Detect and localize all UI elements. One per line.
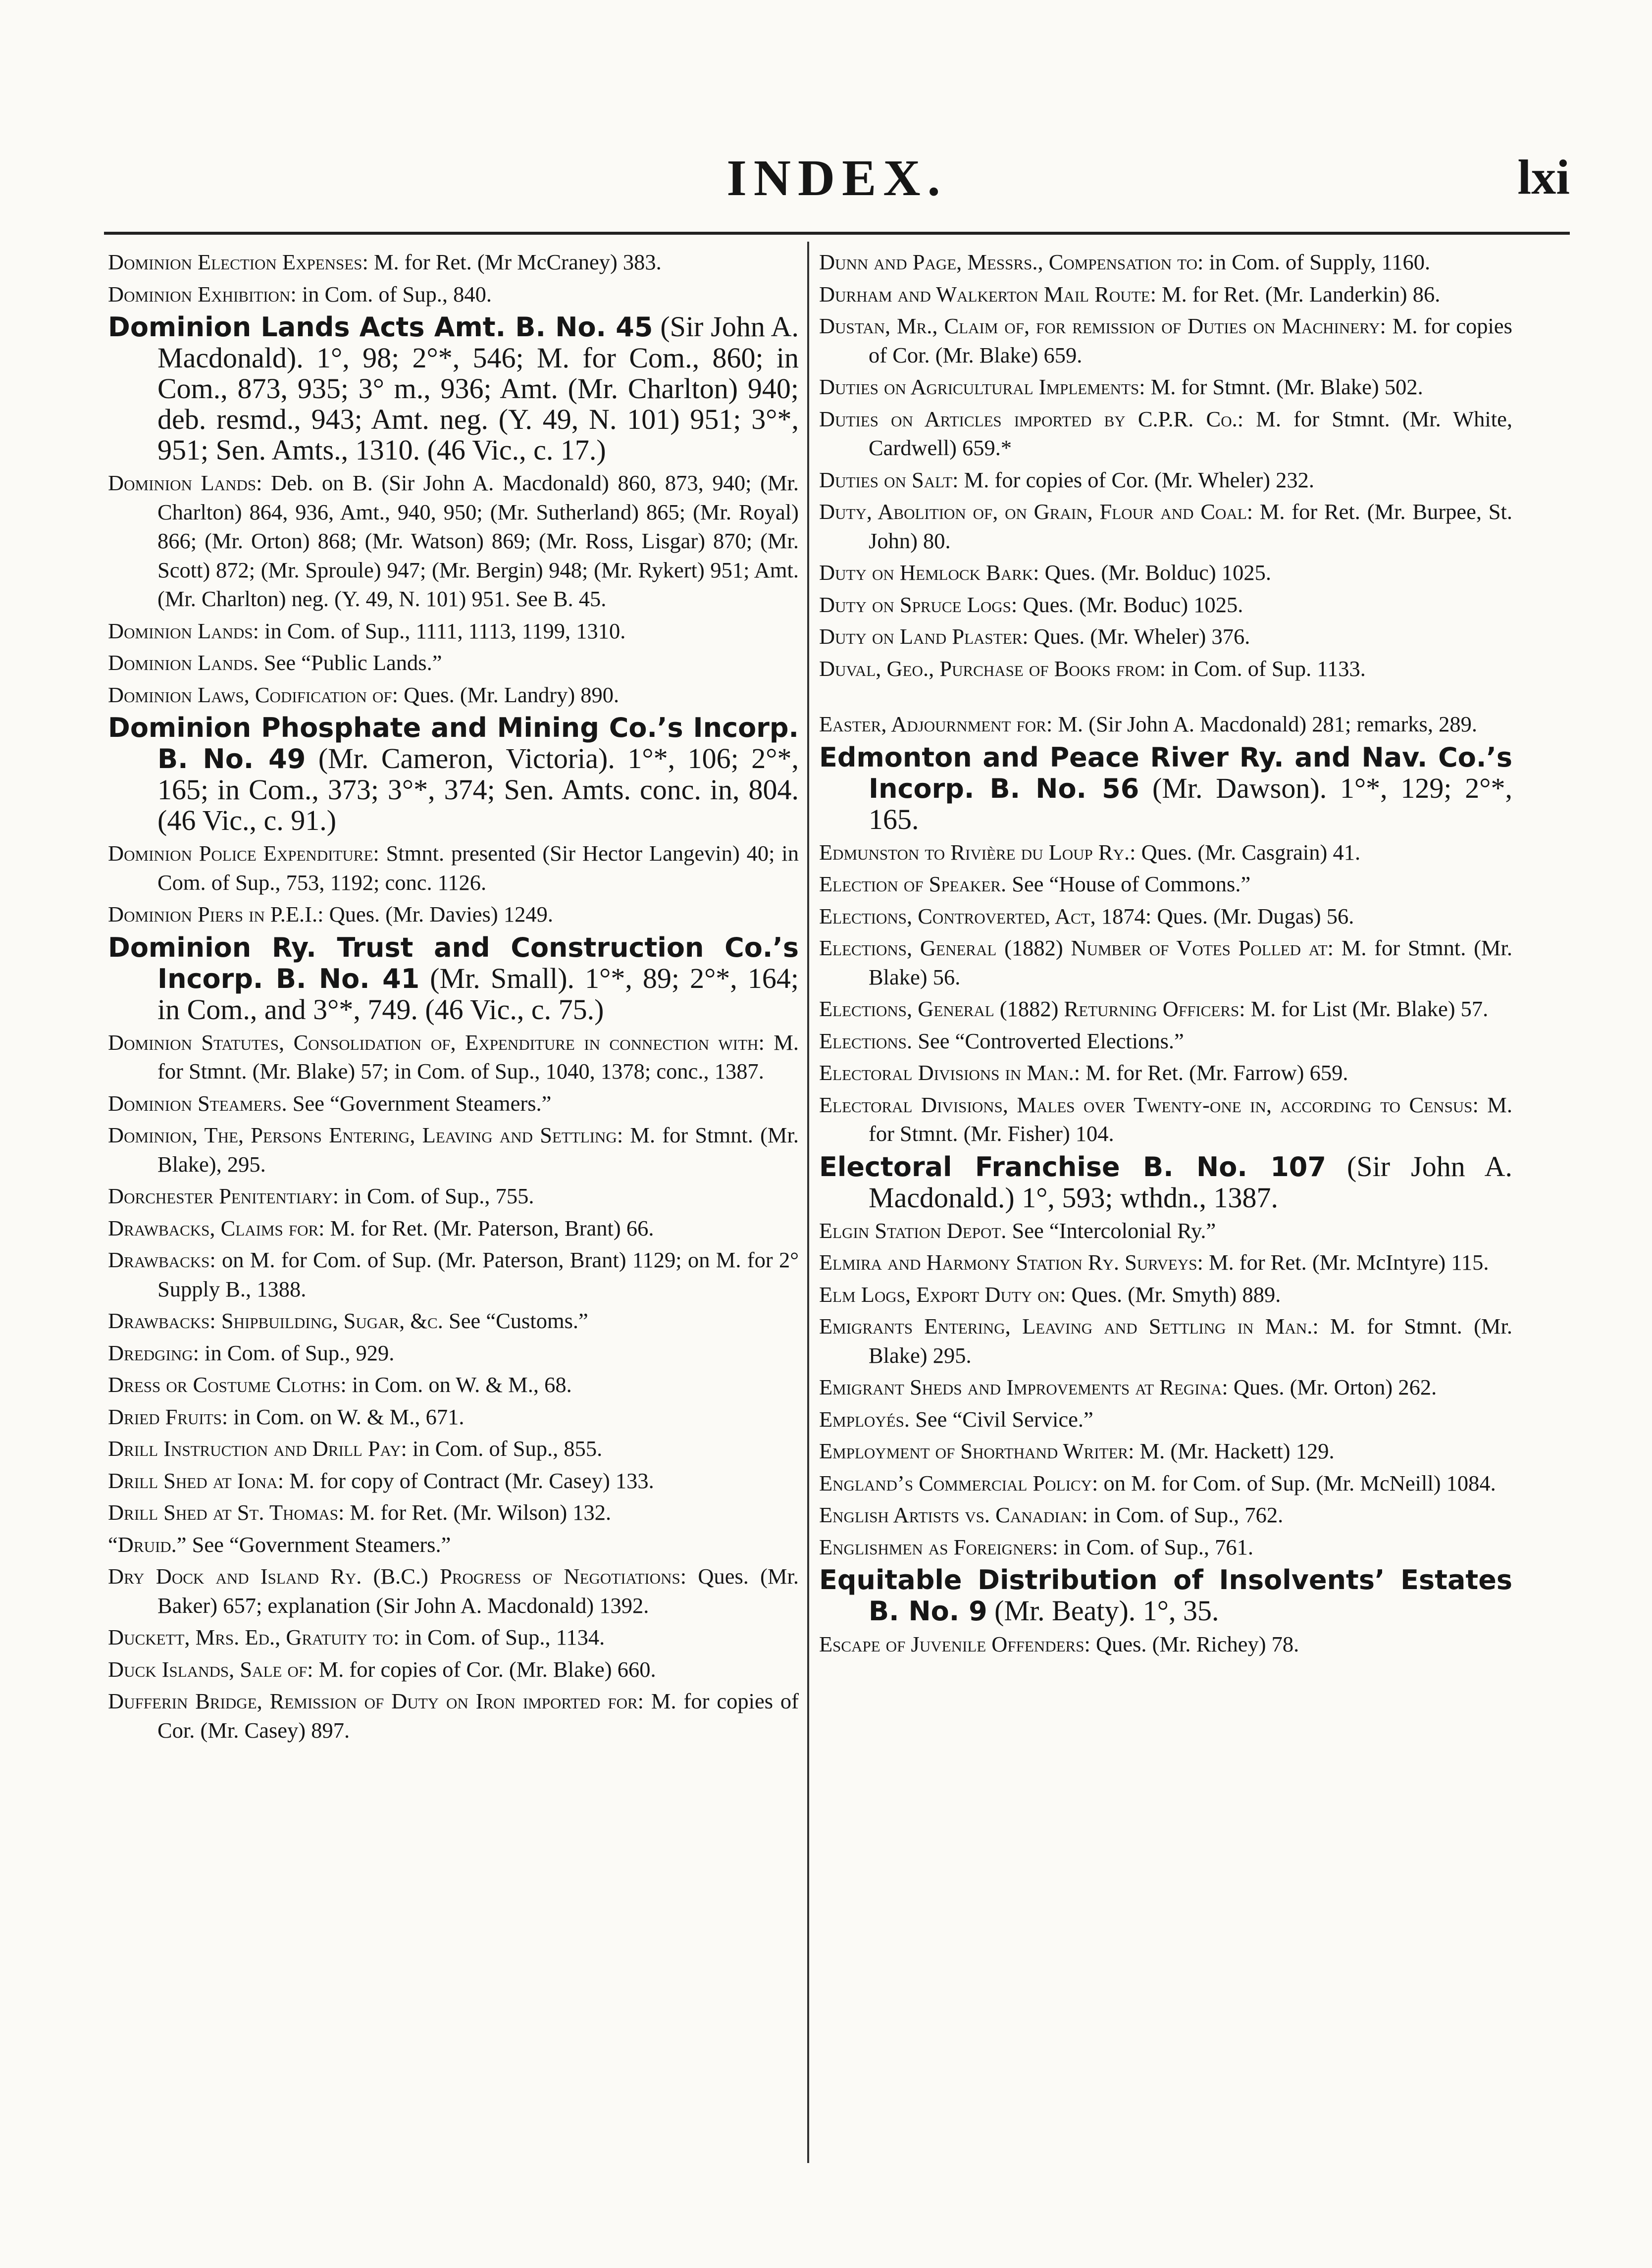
entry-references: : M. for copies of Cor. (Mr. Blake) 660.	[307, 1656, 656, 1682]
entry-references: : Stmnt. presented (Sir Hector Langevin) 40; in Com. of Sup., 753, 1192; conc. 1126.	[157, 841, 799, 895]
index-entry	[108, 932, 799, 1025]
entry-references: : M. for Stmnt. (Mr. White, Cardwell) 659.*	[869, 406, 1512, 460]
entry-references: : Ques. (Mr. Baker) 657; explanation (Sir John A. Macdonald) 1392.	[157, 1564, 799, 1618]
index-entry	[819, 742, 1512, 835]
entry-references: See “Government Steamers.”	[186, 1532, 451, 1557]
entry-references: : in Com. of Sup., 929.	[193, 1340, 395, 1365]
entry-references: : Ques. (Mr. Dugas) 56.	[1145, 903, 1354, 928]
index-entry	[819, 994, 1512, 1024]
index-entry	[819, 280, 1512, 309]
entry-heading: Emigrant Sheds and Improvements at Regina	[819, 1375, 1222, 1399]
entry-heading: Duckett, Mrs. Ed., Gratuity to	[108, 1625, 393, 1649]
index-entry	[108, 1655, 799, 1684]
entry-heading: Durham and Walkerton Mail Route	[819, 281, 1150, 307]
index-entry	[819, 1058, 1512, 1087]
index-entry	[819, 1564, 1512, 1627]
index-entry	[819, 710, 1512, 739]
index-entry	[108, 680, 799, 710]
entry-references: : on M. for Com. of Sup. (Mr. McNeill) 1084.	[1091, 1470, 1496, 1495]
entry-heading: Dominion Piers in P.E.I.	[108, 902, 318, 927]
entry-heading: Dominion Lands	[108, 470, 257, 495]
entry-references: : M. for Stmnt. (Mr. Blake), 295.	[157, 1123, 799, 1177]
entry-heading: Dominion Phosphate and Mining Co.’s Incorp. B. No. 49	[108, 712, 799, 774]
entry-heading: Elections, General (1882) Returning Officers	[819, 996, 1239, 1021]
entry-references: : Ques. (Mr. Smyth) 889.	[1060, 1282, 1281, 1307]
entry-heading: Dominion Lands	[108, 618, 253, 643]
entry-references: : M. (Sir John A. Macdonald) 281; remarks, 289.	[1046, 712, 1477, 736]
entry-heading: Drill Shed at St. Thomas	[108, 1500, 339, 1525]
entry-heading: Dominion Laws, Codification of	[108, 682, 392, 707]
entry-references: : M. (Mr. Hackett) 129.	[1128, 1439, 1335, 1463]
entry-references: : in Com. of Sup., 1111, 1113, 1199, 1310.	[253, 618, 626, 643]
index-entry	[819, 654, 1512, 683]
entry-references: : in Com. of Sup. 1133.	[1159, 656, 1366, 681]
entry-references: : M. for Stmnt. (Mr. Fisher) 104.	[869, 1092, 1512, 1146]
index-entry	[108, 1434, 799, 1463]
index-entry	[108, 1466, 799, 1495]
entry-heading: Employment of Shorthand Writer	[819, 1439, 1129, 1463]
entry-heading: Duties on Articles imported by C.P.R. Co.	[819, 406, 1238, 431]
entry-heading: England’s Commercial Policy	[819, 1470, 1092, 1495]
index-entry	[108, 648, 799, 677]
entry-references: (Mr. Cameron, Victoria). 1°*, 106; 2°*, 165; in Com., 373; 3°*, 374; Sen. Amts. conc. in, 804. (46 Vic., c. 91.)	[157, 742, 799, 836]
entry-heading: Elections, Controverted, Act, 1874	[819, 903, 1145, 928]
entry-heading: Dufferin Bridge, Remission of Duty on Iron imported for	[108, 1689, 638, 1713]
entry-heading: Duval, Geo., Purchase of Books from	[819, 656, 1160, 681]
entry-heading: Dominion Lands.	[108, 650, 258, 675]
entry-heading: Elections, General (1882) Number of Votes Polled at	[819, 935, 1328, 960]
index-entry	[819, 838, 1512, 867]
index-entry	[819, 1373, 1512, 1402]
index-entry	[108, 839, 799, 897]
section-gap	[819, 686, 1512, 710]
entry-references: : in Com. of Sup., 855.	[401, 1436, 603, 1461]
index-entry	[819, 311, 1512, 369]
entry-heading: Dunn and Page, Messrs., Compensation to	[819, 250, 1198, 274]
index-entry	[108, 1028, 799, 1086]
column-divider	[807, 242, 809, 2163]
index-entry	[108, 1623, 799, 1652]
entry-references: : in Com. of Sup., 840.	[290, 281, 492, 307]
index-entry	[819, 1405, 1512, 1434]
entry-references: : in Com. of Sup., 1134.	[393, 1625, 605, 1649]
entry-heading: Dominion Exhibition	[108, 281, 291, 307]
index-entry	[819, 1027, 1512, 1056]
entry-references: : Ques. (Mr. Richey) 78.	[1084, 1632, 1299, 1656]
entry-heading: Duty, Abolition of, on Grain, Flour and Coal	[819, 499, 1247, 524]
entry-references: : M. for Ret. (Mr. Farrow) 659.	[1074, 1060, 1348, 1085]
index-entry	[108, 311, 799, 465]
entry-references: : in Com. on W. & M., 68.	[340, 1372, 572, 1397]
index-entry	[819, 1437, 1512, 1466]
entry-heading: Employés.	[819, 1406, 910, 1432]
entry-references: See “Customs.”	[443, 1308, 588, 1333]
entry-heading: Dominion Statutes, Consolidation of, Expenditure in connection with	[108, 1030, 759, 1055]
index-entry	[819, 465, 1512, 495]
entry-references: : in Com. on W. & M., 671.	[221, 1404, 465, 1429]
entry-references: : M. for List (Mr. Blake) 57.	[1239, 996, 1489, 1021]
index-entry	[819, 870, 1512, 899]
index-entry	[819, 497, 1512, 555]
entry-heading: Elmira and Harmony Station Ry. Surveys	[819, 1250, 1197, 1275]
index-entry	[108, 468, 799, 614]
page-title: INDEX.	[726, 150, 947, 206]
entry-heading: Drawbacks: Shipbuilding, Sugar, &c.	[108, 1308, 443, 1333]
entry-heading: Drill Instruction and Drill Pay	[108, 1436, 401, 1461]
index-entry	[108, 1089, 799, 1118]
entry-heading: Dried Fruits	[108, 1404, 222, 1429]
index-entry	[108, 1402, 799, 1432]
entry-references: : M. for Stmnt. (Mr. Blake) 56.	[869, 935, 1512, 989]
entry-heading: Duck Islands, Sale of	[108, 1656, 308, 1682]
entry-heading: Dominion Ry. Trust and Construction Co.’s Incorp. B. No. 41	[108, 931, 799, 994]
entry-references: : M. for copies of Cor. (Mr. Casey) 897.	[157, 1689, 799, 1743]
index-entry	[108, 900, 799, 929]
index-entry	[819, 1500, 1512, 1530]
index-entry	[108, 1182, 799, 1211]
index-entry	[108, 280, 799, 309]
entry-heading: Edmunston to Rivière du Loup Ry.	[819, 839, 1130, 865]
index-entry	[108, 1121, 799, 1179]
entry-references: : Ques. (Mr. Bolduc) 1025.	[1033, 560, 1271, 585]
index-entry	[108, 1245, 799, 1303]
entry-heading: English Artists vs. Canadian	[819, 1502, 1082, 1527]
entry-heading: Dominion Lands Acts Amt. B. No. 45	[108, 311, 653, 343]
entry-references: : Ques. (Mr. Davies) 1249.	[317, 902, 553, 927]
page-number: lxi	[1517, 150, 1570, 205]
index-entry	[819, 1280, 1512, 1309]
entry-references: : M. for Ret. (Mr. McIntyre) 115.	[1197, 1250, 1489, 1275]
header-rule	[104, 232, 1570, 235]
index-entry	[819, 590, 1512, 619]
left-column	[108, 248, 799, 1748]
entry-references: : in Com. of Supply, 1160.	[1197, 250, 1431, 274]
entry-references: : Ques. (Mr. Landry) 890.	[392, 682, 620, 707]
entry-heading: Duty on Spruce Logs	[819, 592, 1011, 617]
entry-heading: Dredging	[108, 1340, 193, 1365]
entry-heading: Dorchester Penitentiary	[108, 1184, 333, 1208]
entry-heading: Dustan, Mr., Claim of, for remission of Duties on Machinery	[819, 313, 1380, 338]
entry-heading: Drawbacks, Claims for	[108, 1215, 319, 1240]
index-entry	[108, 248, 799, 277]
entry-heading: Equitable Distribution of Insolvents’ Estates B. No. 9	[819, 1564, 1512, 1627]
entry-references: : M. for copies of Cor. (Mr. Blake) 659.	[869, 313, 1512, 367]
index-entry	[108, 1562, 799, 1620]
index-entry	[819, 933, 1512, 991]
entry-heading: “Druid.”	[108, 1532, 187, 1557]
entry-references: : M. for Ret. (Mr McCraney) 383.	[362, 250, 662, 274]
index-entry	[819, 1533, 1512, 1562]
entry-references: : in Com. of Sup., 762.	[1082, 1502, 1284, 1527]
entry-heading: Elm Logs, Export Duty on	[819, 1282, 1060, 1307]
index-entry	[108, 1306, 799, 1336]
index-entry	[819, 558, 1512, 587]
entry-references: : on M. for Com. of Sup. (Mr. Paterson, Brant) 1129; on M. for 2° Supply B., 1388.	[157, 1247, 799, 1301]
entry-heading: Dress or Costume Cloths	[108, 1372, 341, 1397]
entry-references: See “Controverted Elections.”	[912, 1028, 1184, 1053]
entry-heading: Dry Dock and Island Ry. (B.C.) Progress of Negotiations	[108, 1564, 680, 1589]
entry-heading: Dominion Police Expenditure	[108, 841, 373, 866]
entry-references: : Ques. (Mr. Boduc) 1025.	[1011, 592, 1243, 617]
entry-references: : in Com. of Sup., 755.	[332, 1184, 534, 1208]
entry-references: (Mr. Small). 1°*, 89; 2°*, 164; in Com., and 3°*, 749. (46 Vic., c. 75.)	[157, 962, 799, 1026]
entry-references: : M. for Stmnt. (Mr. Blake) 295.	[869, 1314, 1512, 1368]
entry-references: : M. for Stmnt. (Mr. Blake) 502.	[1139, 374, 1423, 399]
index-entry	[108, 712, 799, 836]
index-entry	[819, 1630, 1512, 1659]
index-entry	[819, 1151, 1512, 1213]
entry-heading: Duties on Agricultural Implements	[819, 374, 1139, 399]
index-entry	[819, 1469, 1512, 1498]
entry-references: : M. for copies of Cor. (Mr. Wheler) 232.	[952, 467, 1314, 492]
entry-heading: Emigrants Entering, Leaving and Settling in Man.	[819, 1314, 1313, 1339]
index-entry	[108, 1687, 799, 1745]
entry-references: : M. for Stmnt. (Mr. Blake) 57; in Com. of Sup., 1040, 1378; conc., 1387.	[157, 1030, 799, 1083]
index-entry	[819, 1090, 1512, 1148]
entry-references: See “Intercolonial Ry.”	[1006, 1218, 1216, 1243]
entry-references: : in Com. of Sup., 761.	[1052, 1534, 1254, 1559]
entry-references: : Ques. (Mr. Casgrain) 41.	[1130, 839, 1361, 865]
entry-references: (Sir John A. Macdonald). 1°, 98; 2°*, 546; M. for Com., 860; in Com., 873, 935; 3° m., 936; Amt. (Mr. Charlton) 940; deb. resmd., 943; Amt. neg. (Y. 49, N. 101) 951; 3°*, 951; Sen. Amts., 1310. (46 Vic., c. 17.)	[157, 310, 799, 466]
entry-references: See “Civil Service.”	[910, 1406, 1093, 1432]
entry-heading: Elgin Station Depot.	[819, 1218, 1007, 1243]
entry-heading: Duty on Land Plaster	[819, 624, 1023, 649]
entry-references: : M. for Ret. (Mr. Paterson, Brant) 66.	[318, 1215, 654, 1240]
index-entry	[819, 372, 1512, 402]
index-entry	[819, 405, 1512, 463]
entry-heading: Drill Shed at Iona	[108, 1468, 278, 1493]
page-header	[104, 149, 1570, 223]
index-entry	[108, 1498, 799, 1527]
entry-references: See “Government Steamers.”	[287, 1090, 552, 1116]
entry-heading: Englishmen as Foreigners	[819, 1534, 1052, 1559]
index-entry	[819, 622, 1512, 651]
entry-references: (Mr. Beaty). 1°, 35.	[987, 1595, 1219, 1627]
entry-heading: Edmonton and Peace River Ry. and Nav. Co.’s Incorp. B. No. 56	[819, 741, 1512, 804]
entry-references: : M. for copy of Contract (Mr. Casey) 133.	[277, 1468, 654, 1493]
entry-references: (Mr. Dawson). 1°*, 129; 2°*, 165.	[869, 772, 1512, 835]
entry-heading: Electoral Divisions in Man.	[819, 1060, 1074, 1085]
entry-heading: Easter, Adjournment for	[819, 712, 1046, 736]
entry-references: (Sir John A. Macdonald.) 1°, 593; wthdn., 1387.	[869, 1150, 1512, 1214]
index-entry	[819, 1216, 1512, 1245]
entry-heading: Election of Speaker.	[819, 872, 1007, 896]
entry-heading: Electoral Franchise B. No. 107	[819, 1151, 1326, 1183]
entry-heading: Dominion, The, Persons Entering, Leaving and Settling	[108, 1123, 617, 1147]
entry-heading: Duties on Salt	[819, 467, 953, 492]
index-entry	[108, 1530, 799, 1559]
right-column	[819, 248, 1512, 1662]
entry-heading: Dominion Election Expenses	[108, 250, 362, 274]
entry-heading: Duty on Hemlock Bark	[819, 560, 1033, 585]
entry-heading: Electoral Divisions, Males over Twenty-one in, according to Census	[819, 1092, 1473, 1117]
entry-heading: Dominion Steamers.	[108, 1090, 287, 1116]
entry-references: See “House of Commons.”	[1006, 872, 1251, 896]
entry-references: : Deb. on B. (Sir John A. Macdonald) 860, 873, 940; (Mr. Charlton) 864, 936, Amt., 940, 950; (Mr. Sutherland) 865; (Mr. Royal) 866; (Mr. Orton) 868; (Mr. Watson) 869; (Mr. Ross, Lisgar) 870; (Mr. Scott) 872; (Mr. Sproule) 947; (Mr. Bergin) 948; (Mr. Rykert) 951; Amt. (Mr. Charlton) neg. (Y. 49, N. 101) 951. See B. 45.	[157, 470, 799, 611]
index-entry	[819, 248, 1512, 277]
entry-references: : Ques. (Mr. Wheler) 376.	[1022, 624, 1250, 649]
entry-references: : M. for Ret. (Mr. Burpee, St. John) 80.	[869, 499, 1512, 553]
entry-references: : M. for Ret. (Mr. Wilson) 132.	[338, 1500, 612, 1525]
index-entry	[819, 1248, 1512, 1277]
index-entry	[108, 617, 799, 646]
entry-references: See “Public Lands.”	[258, 650, 442, 675]
index-entry	[108, 1339, 799, 1368]
entry-heading: Elections.	[819, 1028, 913, 1053]
entry-references: : M. for Ret. (Mr. Landerkin) 86.	[1150, 281, 1441, 307]
entry-heading: Escape of Juvenile Offenders	[819, 1632, 1084, 1656]
index-entry	[108, 1214, 799, 1243]
entry-references: : Ques. (Mr. Orton) 262.	[1222, 1375, 1437, 1399]
index-entry	[108, 1370, 799, 1399]
index-entry	[819, 902, 1512, 931]
index-entry	[819, 1312, 1512, 1370]
entry-heading: Drawbacks	[108, 1247, 210, 1272]
